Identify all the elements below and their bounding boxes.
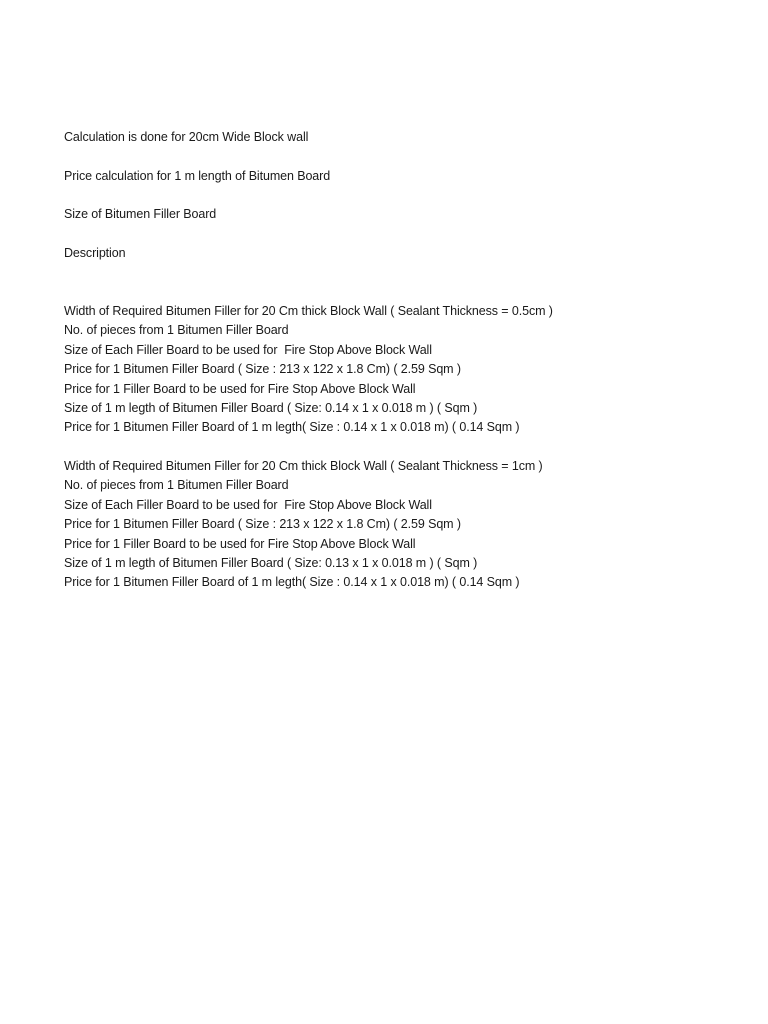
list-item: Width of Required Bitumen Filler for 20 Cm thick Block Wall ( Sealant Thickness = 1cm ): [64, 459, 543, 473]
section-one-cm-sealant: [64, 457, 543, 593]
list-item: Width of Required Bitumen Filler for 20 Cm thick Block Wall ( Sealant Thickness = 0.5cm ): [64, 304, 553, 318]
list-item: Size of Each Filler Board to be used for Fire Stop Above Block Wall: [64, 497, 432, 512]
list-item: Size of Each Filler Board to be used for Fire Stop Above Block Wall: [64, 342, 432, 357]
list-item: Price for 1 Bitumen Filler Board of 1 m legth( Size : 0.14 x 1 x 0.018 m) ( 0.14 Sqm ): [64, 420, 520, 435]
description-heading: Description: [64, 246, 126, 260]
section-half-cm-sealant: [64, 302, 553, 438]
list-item: Price for 1 Bitumen Filler Board ( Size : 213 x 122 x 1.8 Cm) ( 2.59 Sqm ): [64, 517, 461, 532]
board-size-text: Size of Bitumen Filler Board: [64, 207, 217, 221]
list-item: Price for 1 Filler Board to be used for Fire Stop Above Block Wall: [64, 381, 416, 396]
list-item: Price for 1 Bitumen Filler Board ( Size : 213 x 122 x 1.8 Cm) ( 2.59 Sqm ): [64, 362, 461, 377]
price-calculation-text: Price calculation for 1 m length of Bitumen Board: [64, 169, 331, 183]
list-item: No. of pieces from 1 Bitumen Filler Board: [64, 323, 289, 338]
list-item: Price for 1 Filler Board to be used for Fire Stop Above Block Wall: [64, 536, 416, 551]
list-item: Price for 1 Bitumen Filler Board of 1 m legth( Size : 0.14 x 1 x 0.018 m) ( 0.14 Sqm ): [64, 575, 520, 590]
list-item: Size of 1 m legth of Bitumen Filler Board ( Size: 0.13 x 1 x 0.018 m ) ( Sqm ): [64, 556, 478, 571]
list-item: No. of pieces from 1 Bitumen Filler Board: [64, 478, 289, 493]
calculation-basis-text: Calculation is done for 20cm Wide Block wall: [64, 130, 309, 144]
list-item: Size of 1 m legth of Bitumen Filler Board ( Size: 0.14 x 1 x 0.018 m ) ( Sqm ): [64, 401, 478, 416]
